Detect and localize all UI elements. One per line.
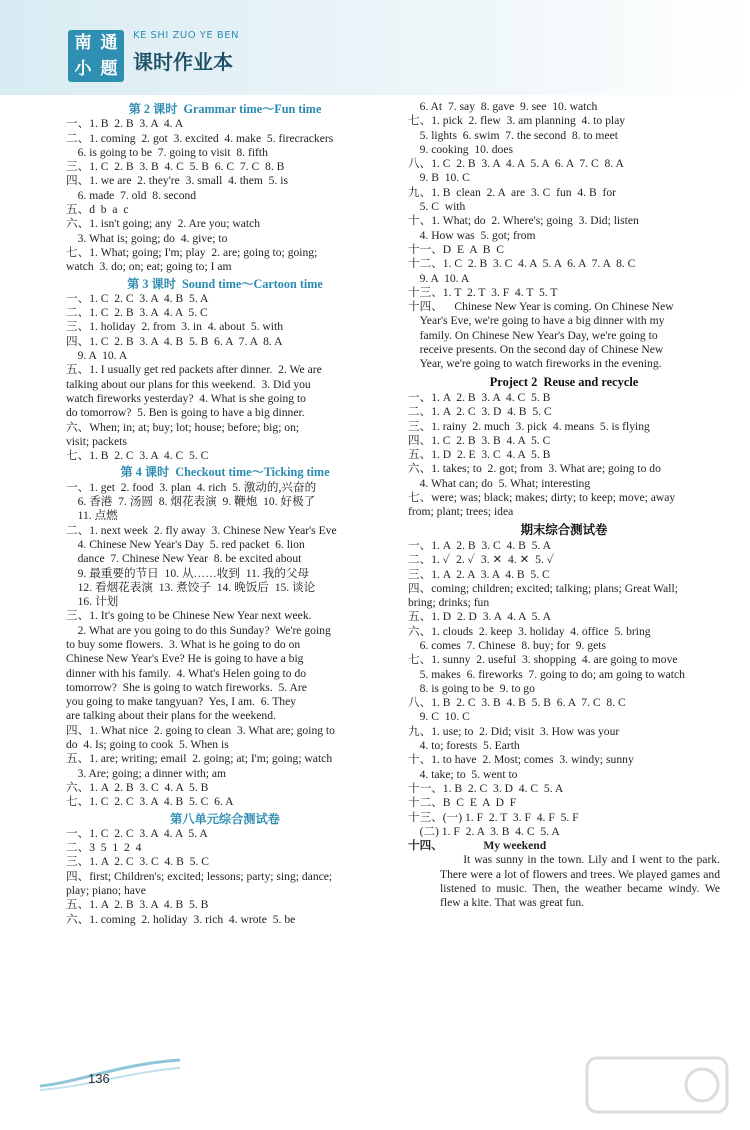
answer-line: 16. 计划: [66, 595, 119, 609]
answer-line: Year, we're going to watch fireworks in the evening.: [408, 357, 662, 371]
answer-line: 8. is going to be 9. to go: [408, 681, 535, 695]
answer-line: 七、1. C 2. C 3. A 4. B 5. C 6. A: [66, 795, 234, 809]
answer-line: Year's Eve, we're going to have a big dinner with my: [408, 314, 665, 328]
answer-line: 11. 点燃: [66, 509, 118, 523]
answer-line: 二、3 5 1 2 4: [66, 841, 142, 855]
answer-line: 6. 香港 7. 汤圆 8. 烟花表演 9. 鞭炮 10. 好极了: [66, 495, 316, 509]
answer-line: 四、1. we are 2. they're 3. small 4. them 5. is: [66, 174, 289, 188]
answer-line: do 4. Is; going to cook 5. When is: [66, 738, 229, 752]
answer-line: 四、first; Children's; excited; lessons; party; sing; dance;: [66, 869, 333, 883]
answer-line: bring; drinks; fun: [408, 596, 490, 610]
answer-line: 三、1. A 2. C 3. C 4. B 5. C: [66, 855, 210, 869]
answer-line: 9. C 10. C: [408, 710, 470, 724]
answer-line: 4. What can; do 5. What; interesting: [408, 476, 591, 490]
answer-line: 12. 看烟花表演 13. 煮饺子 14. 晚饭后 15. 谈论: [66, 580, 316, 594]
answer-line: 四、1. C 2. B 3. B 4. A 5. C: [408, 433, 551, 447]
answer-line: 五、d b a c: [66, 203, 129, 217]
answer-line: you going to make tangyuan? Yes, I am. 6. They: [66, 695, 297, 709]
answer-line: 五、1. I usually get red packets after dinner. 2. We are: [66, 363, 322, 377]
logo-char: 南: [74, 33, 92, 53]
section-heading: 第 4 课时 Checkout time～Ticking time: [120, 465, 330, 480]
answer-line: talking about our plans for this weekend. 3. Did you: [66, 377, 311, 391]
answer-line: 五、1. are; writing; email 2. going; at; I'm; going; watch: [66, 752, 333, 766]
answer-line: 八、1. B 2. C 3. B 4. B 5. B 6. A 7. C 8. C: [408, 696, 626, 710]
logo-char: 通: [100, 33, 118, 53]
answer-line: 五、1. D 2. E 3. C 4. A 5. B: [408, 448, 551, 462]
answer-line: 十、1. to have 2. Most; comes 3. windy; sunny: [408, 753, 634, 767]
answer-line: 9. A 10. A: [66, 349, 128, 363]
answer-line: 5. makes 6. fireworks 7. going to do; am going to watch: [408, 667, 685, 681]
answer-line: watch fireworks yesterday? 4. What is she going to: [66, 391, 306, 405]
answer-line: to buy some flowers. 3. What is he going to do on: [66, 637, 301, 651]
answer-line: 十二、1. C 2. B 3. C 4. A 5. A 6. A 7. A 8. C: [408, 257, 636, 271]
answer-line: 三、1. holiday 2. from 3. in 4. about 5. with: [66, 320, 284, 334]
answer-line: 9. B 10. C: [408, 171, 470, 185]
answer-line: 二、1. ✓ 2. ✓ 3. ✕ 4. ✕ 5. ✓: [408, 553, 555, 567]
answer-line: 9. A 10. A: [408, 271, 470, 285]
logo-char: 题: [100, 59, 118, 79]
answer-line: from; plant; trees; idea: [408, 505, 514, 519]
answer-line: 十二、B C E A D F: [408, 796, 517, 810]
answer-line: 四、1. C 2. B 3. A 4. B 5. B 6. A 7. A 8. A: [66, 334, 283, 348]
answer-line: 3. Are; going; a dinner with; am: [66, 766, 227, 780]
answer-line: 五、1. D 2. D 3. A 4. A 5. A: [408, 610, 552, 624]
answer-line: 一、1. A 2. B 3. C 4. B 5. A: [408, 538, 552, 552]
section-heading: 第 2 课时 Grammar time～Fun time: [128, 102, 322, 116]
answer-line: receive presents. On the second day of Chinese New: [408, 343, 664, 357]
watermark-logo-icon: [582, 1050, 732, 1120]
answer-line: 十四、 Chinese New Year is coming. On Chinese New: [408, 300, 674, 314]
answer-line: 七、were; was; black; makes; dirty; to keep; move; away: [408, 491, 676, 505]
book-title: 课时作业本: [133, 50, 233, 74]
answer-line: 六、1. coming 2. holiday 3. rich 4. wrote 5. be: [66, 912, 296, 926]
answer-line: Chinese New Year's Eve? He is going to have a big: [66, 652, 304, 666]
section-heading: 第 3 课时 Sound time～Cartoon time: [127, 276, 323, 291]
answer-line: 二、1. A 2. C 3. D 4. B 5. C: [408, 405, 552, 419]
answer-line: 一、1. C 2. C 3. A 4. B 5. A: [66, 291, 209, 305]
answer-line: 七、1. sunny 2. useful 3. shopping 4. are going to move: [408, 653, 678, 667]
answer-line: 5. C with: [408, 200, 466, 214]
answer-line: 一、1. A 2. B 3. A 4. C 5. B: [408, 390, 551, 404]
answer-line: 三、1. It's going to be Chinese New Year next week.: [66, 609, 312, 623]
answer-line: do tomorrow? 5. Ben is going to have a big dinner.: [66, 406, 305, 420]
answer-line: 六、1. A 2. B 3. C 4. A 5. B: [66, 780, 209, 794]
answer-line: 6. comes 7. Chinese 8. buy; for 9. gets: [408, 638, 607, 652]
answer-line: 9. 最重要的节日 10. 从……收到 11. 我的父母: [66, 566, 310, 580]
answer-line: 六、When; in; at; buy; lot; house; before; big; on;: [66, 420, 300, 434]
answer-line: 六、1. isn't going; any 2. Are you; watch: [66, 217, 261, 231]
answer-line: 五、1. A 2. B 3. A 4. B 5. B: [66, 898, 209, 912]
answer-line: 七、1. B 2. C 3. A 4. C 5. C: [66, 449, 209, 463]
answer-line: dinner with his family. 4. What's Helen going to do: [66, 666, 307, 680]
answer-line: visit; packets: [66, 434, 127, 448]
answer-line: 七、1. What; going; I'm; play 2. are; going to; going;: [66, 245, 318, 259]
answer-line: 十四、 My weekend: [408, 839, 547, 853]
answer-line: dance 7. Chinese New Year 8. be excited about: [66, 552, 302, 566]
answer-line: 六、1. takes; to 2. got; from 3. What are; going to do: [408, 462, 661, 476]
answer-line: 6. is going to be 7. going to visit 8. fifth: [66, 145, 268, 159]
logo-char: 小: [74, 59, 92, 79]
essay-body: It was sunny in the town. Lily and I went to the park. There were a lot of flowers and trees. We played games and listened to music. Then, the weather became windy. We flew a kite. That was great fun.: [440, 853, 720, 910]
page-header: [0, 0, 750, 95]
publisher-logo: [68, 30, 124, 82]
answer-line: 一、1. C 2. C 3. A 4. A 5. A: [66, 826, 208, 840]
answer-line: 一、1. get 2. food 3. plan 4. rich 5. 激动的,兴奋的: [66, 480, 317, 494]
answer-line: family. On Chinese New Year's Day, we're going to: [408, 328, 658, 342]
answer-line: watch 3. do; on; eat; going to; I am: [66, 260, 232, 274]
answer-line: 三、1. C 2. B 3. B 4. C 5. B 6. C 7. C 8. B: [66, 160, 285, 174]
answer-line: 二、1. next week 2. fly away 3. Chinese New Year's Eve: [66, 523, 337, 537]
answer-column-right: [408, 100, 720, 911]
answer-line: 十一、D E A B C: [408, 242, 504, 256]
answer-line: are talking about their plans for the weekend.: [66, 709, 276, 723]
answer-line: 七、1. pick 2. flew 3. am planning 4. to play: [408, 114, 626, 128]
answer-line: 5. lights 6. swim 7. the second 8. to meet: [408, 128, 618, 142]
answer-line: 4. take; to 5. went to: [408, 767, 518, 781]
answer-line: 十三、(一) 1. F 2. T 3. F 4. F 5. F: [408, 810, 579, 824]
answer-line: 四、1. What nice 2. going to clean 3. What are; going to: [66, 723, 335, 737]
answer-line: 二、1. C 2. B 3. A 4. A 5. C: [66, 306, 208, 320]
page-number: 136: [88, 1071, 110, 1086]
answer-line: 4. to; forests 5. Earth: [408, 739, 520, 753]
answer-line: 三、1. rainy 2. much 3. pick 4. means 5. is flying: [408, 419, 650, 433]
answer-line: 一、1. B 2. B 3. A 4. A: [66, 117, 184, 131]
answer-line: 6. At 7. say 8. gave 9. see 10. watch: [408, 100, 598, 113]
answer-line: 2. What are you going to do this Sunday? We're going: [66, 623, 331, 637]
answer-line: 九、1. B clean 2. A are 3. C fun 4. B for: [408, 185, 617, 199]
answer-line: 4. How was 5. got; from: [408, 228, 536, 242]
answer-line: 四、coming; children; excited; talking; plans; Great Wall;: [408, 581, 678, 595]
answer-line: tomorrow? She is going to watch fireworks. 5. Are: [66, 680, 307, 694]
answer-line: 六、1. clouds 2. keep 3. holiday 4. office 5. bring: [408, 624, 651, 638]
answer-line: 九、1. use; to 2. Did; visit 3. How was your: [408, 724, 620, 738]
section-heading: Project 2 Reuse and recycle: [489, 374, 639, 389]
section-heading: 期末综合测试卷: [520, 522, 608, 537]
answer-line: 6. made 7. old 8. second: [66, 188, 197, 202]
answer-line: 十三、1. T 2. T 3. F 4. T 5. T: [408, 285, 558, 299]
answer-line: 三、1. A 2. A 3. A 4. B 5. C: [408, 567, 550, 581]
answer-line: 4. Chinese New Year's Day 5. red packet 6. lion: [66, 537, 305, 551]
footer-swoosh-icon: [40, 1052, 180, 1092]
answer-line: play; piano; have: [66, 884, 146, 898]
answer-line: (二) 1. F 2. A 3. B 4. C 5. A: [408, 824, 560, 838]
answer-line: 八、1. C 2. B 3. A 4. A 5. A 6. A 7. C 8. A: [408, 157, 624, 171]
answer-line: 9. cooking 10. does: [408, 142, 513, 156]
answer-column-left: [66, 100, 384, 927]
answer-line: 3. What is; going; do 4. give; to: [66, 231, 228, 245]
answer-line: 十一、1. B 2. C 3. D 4. C 5. A: [408, 781, 564, 795]
book-pinyin: KE SHI ZUO YE BEN: [133, 30, 240, 41]
answer-line: 二、1. coming 2. got 3. excited 4. make 5. firecrackers: [66, 131, 334, 145]
answer-line: 十、1. What; do 2. Where's; going 3. Did; listen: [408, 214, 639, 228]
section-heading: 第八单元综合测试卷: [170, 811, 280, 826]
